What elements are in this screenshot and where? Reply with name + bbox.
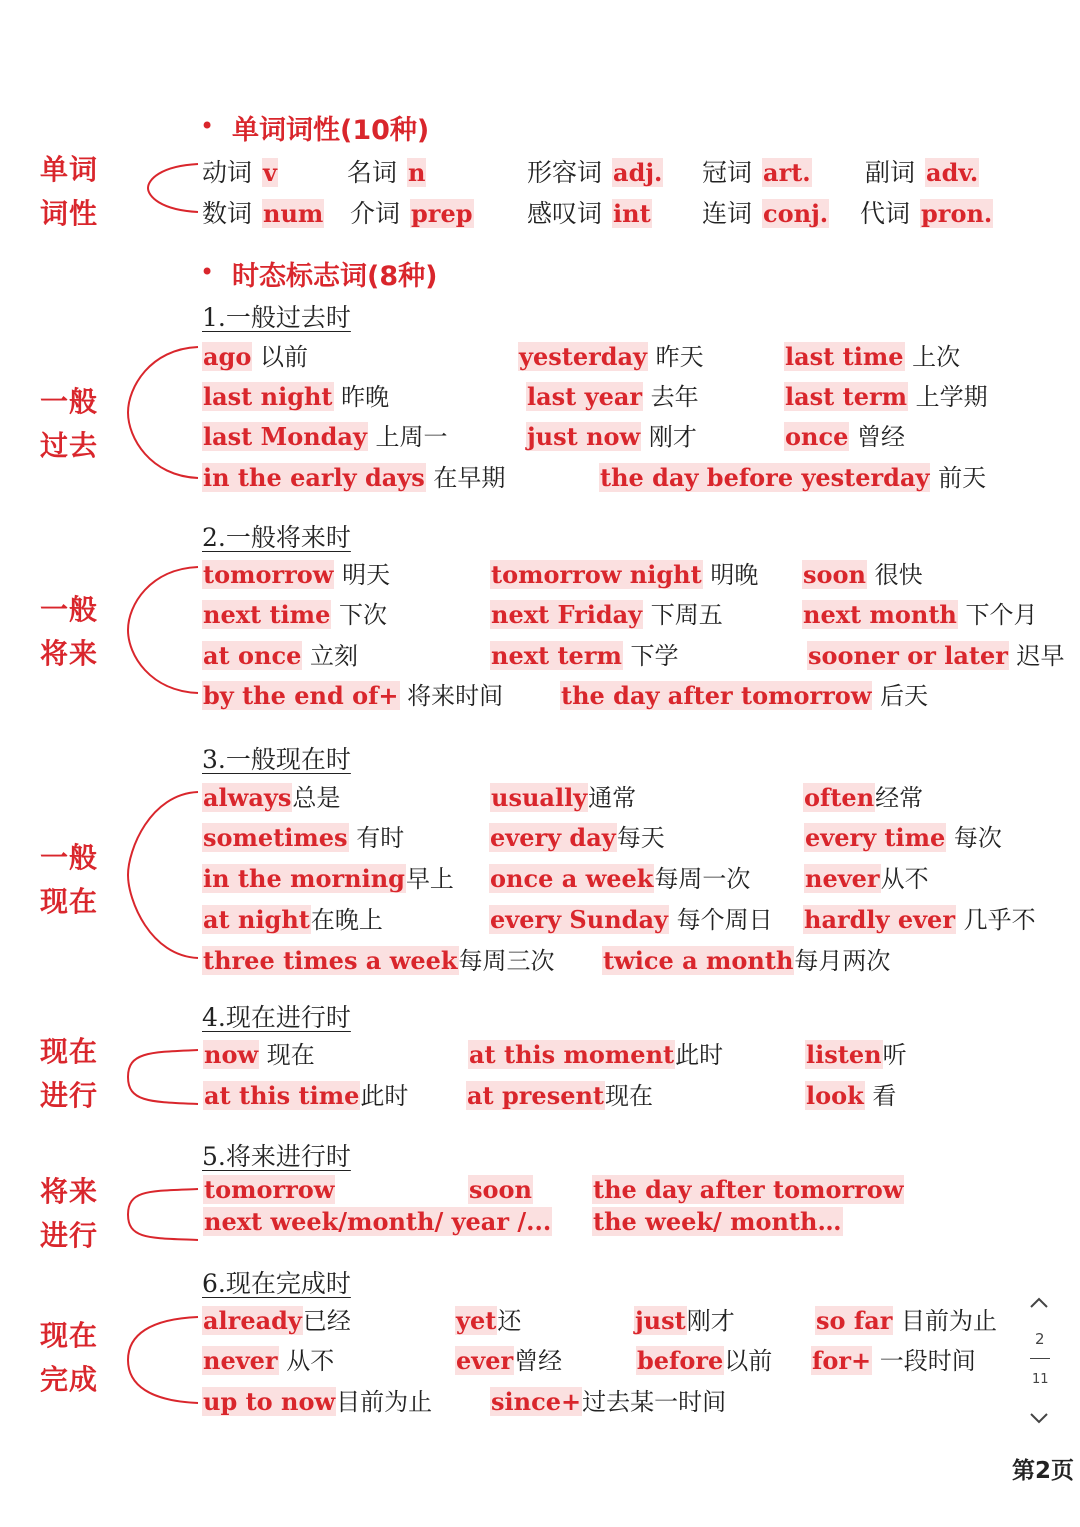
marker-word-zh: 从不 xyxy=(880,865,929,893)
marker-word xyxy=(804,864,929,894)
marker-word-en: just xyxy=(635,1306,686,1335)
marker-word xyxy=(202,600,387,630)
marker-word xyxy=(602,946,890,976)
marker-word-zh: 此时 xyxy=(360,1082,409,1110)
pos-item xyxy=(347,153,426,189)
marker-word-en: last term xyxy=(785,382,908,411)
marker-word-en: yesterday xyxy=(519,342,648,371)
marker-word-en: at this time xyxy=(204,1081,360,1110)
marker-word-en: at present xyxy=(467,1081,605,1110)
marker-word xyxy=(599,463,986,493)
marker-word xyxy=(784,382,988,412)
marker-word xyxy=(203,1081,408,1111)
marker-word xyxy=(202,905,383,935)
marker-word-zh: 后天 xyxy=(872,682,929,710)
marker-word xyxy=(784,342,960,372)
side-label-line: 进行 xyxy=(40,1079,99,1112)
marker-word-en: usually xyxy=(491,783,588,812)
pos-name: 形容词 xyxy=(527,158,603,187)
marker-word-en: soon xyxy=(469,1175,532,1204)
pos-name: 感叹词 xyxy=(527,199,603,228)
marker-word xyxy=(202,823,404,853)
marker-word xyxy=(202,864,454,894)
pos-item xyxy=(202,153,278,189)
marker-word-zh: 已经 xyxy=(302,1307,351,1335)
pos-item xyxy=(860,194,993,230)
marker-word-en: look xyxy=(806,1081,864,1110)
marker-word-en: last year xyxy=(527,382,643,411)
marker-word-zh: 立刻 xyxy=(302,642,358,670)
marker-word-zh: 将来时间 xyxy=(399,682,504,710)
marker-word-zh: 在早期 xyxy=(425,464,506,492)
marker-word xyxy=(455,1306,521,1336)
side-label-line: 现在 xyxy=(40,885,99,918)
pos-name: 名词 xyxy=(347,158,398,187)
marker-word-en: once a week xyxy=(490,864,654,893)
marker-word xyxy=(490,600,723,630)
marker-word xyxy=(803,783,923,813)
marker-word-zh: 每个周日 xyxy=(668,906,773,934)
marker-word-en: once xyxy=(785,422,849,451)
marker-word-zh: 昨晚 xyxy=(333,383,390,411)
marker-word xyxy=(468,1040,723,1070)
marker-word xyxy=(802,600,1038,630)
marker-word-en: yet xyxy=(456,1306,497,1335)
side-label-line: 现在 xyxy=(40,1319,99,1352)
marker-word xyxy=(202,342,308,372)
section-side-label xyxy=(40,588,98,676)
marker-word xyxy=(636,1346,772,1376)
marker-word-en: the day before yesterday xyxy=(600,463,930,492)
marker-word-en: listen xyxy=(806,1040,882,1069)
pos-item xyxy=(702,153,812,189)
marker-word-en: ago xyxy=(203,342,252,371)
pos-abbr: adv. xyxy=(926,158,979,187)
marker-word-zh: 上学期 xyxy=(908,383,988,411)
pos-abbr: pron. xyxy=(921,199,993,228)
marker-word-en: sometimes xyxy=(203,823,348,852)
marker-word xyxy=(526,382,699,412)
marker-word xyxy=(490,641,679,671)
marker-word-en: the week/ month… xyxy=(593,1207,842,1236)
marker-word-en: up to now xyxy=(203,1387,336,1416)
marker-word xyxy=(804,823,1002,853)
section-title: 3.一般现在时 xyxy=(202,745,351,774)
marker-word xyxy=(203,1040,315,1070)
tense-heading: 时态标志词(8种) xyxy=(232,261,438,292)
marker-word-zh: 还 xyxy=(497,1307,522,1335)
marker-word xyxy=(202,463,505,493)
pos-abbr: int xyxy=(613,199,651,228)
marker-word xyxy=(784,422,905,452)
marker-word-en: three times a week xyxy=(203,946,458,975)
marker-word xyxy=(202,1346,334,1376)
marker-word-zh: 每次 xyxy=(946,824,1002,852)
pos-item xyxy=(702,194,829,230)
section-side-label xyxy=(40,836,98,924)
marker-word-zh: 下个月 xyxy=(957,601,1038,629)
marker-word-zh: 有时 xyxy=(348,824,405,852)
bullet-icon: • xyxy=(200,112,215,140)
marker-word-zh: 过去某一时间 xyxy=(582,1388,727,1416)
marker-word xyxy=(202,560,390,590)
marker-word-zh: 每月两次 xyxy=(794,947,891,975)
marker-word-zh: 上周一 xyxy=(367,423,448,451)
side-label-line: 单词 xyxy=(40,153,99,186)
marker-word xyxy=(489,864,750,894)
brace-icon xyxy=(120,1187,200,1242)
marker-word-en: every time xyxy=(805,823,946,852)
section-side-label xyxy=(40,380,98,468)
marker-word-zh: 曾经 xyxy=(514,1347,563,1375)
marker-word-en: next month xyxy=(803,600,957,629)
page-up-button[interactable] xyxy=(1028,1290,1050,1315)
marker-word-en: ever xyxy=(456,1346,514,1375)
marker-word-en: tomorrow xyxy=(204,1175,335,1204)
pos-heading: 单词词性(10种) xyxy=(232,115,430,146)
brace-icon xyxy=(120,345,200,480)
page-label: 第2页 xyxy=(1012,1458,1075,1484)
pos-abbr: prep xyxy=(411,199,473,228)
marker-word-zh: 目前为止 xyxy=(336,1388,433,1416)
marker-word-zh: 每周一次 xyxy=(654,865,751,893)
marker-word-en: every day xyxy=(490,823,616,852)
pos-item xyxy=(527,153,663,189)
marker-word-zh: 目前为止 xyxy=(893,1307,998,1335)
marker-word-en: next time xyxy=(203,600,331,629)
pos-item xyxy=(527,194,652,230)
marker-word-en: never xyxy=(203,1346,278,1375)
bullet-icon: • xyxy=(200,258,215,286)
marker-word-zh: 每周三次 xyxy=(458,947,555,975)
marker-word xyxy=(202,1387,432,1417)
marker-word-en: the day after tomorrow xyxy=(561,681,872,710)
marker-word-zh: 几乎不 xyxy=(955,906,1036,934)
pos-side-label xyxy=(40,148,98,236)
side-label-line: 过去 xyxy=(40,429,99,462)
brace-icon xyxy=(120,790,200,960)
marker-word-en: by the end of+ xyxy=(203,681,399,710)
marker-word-zh: 看 xyxy=(864,1082,897,1110)
marker-word-zh: 早上 xyxy=(405,865,454,893)
section-title: 6.现在完成时 xyxy=(202,1269,351,1298)
marker-word-en: last night xyxy=(203,382,333,411)
marker-word-zh: 此时 xyxy=(675,1041,724,1069)
marker-word-zh: 经常 xyxy=(875,784,924,812)
section-side-label xyxy=(40,1314,98,1402)
section-side-label xyxy=(40,1030,98,1118)
marker-word-zh: 总是 xyxy=(292,784,341,812)
pos-abbr: v xyxy=(263,158,277,187)
marker-word-en: at once xyxy=(203,641,302,670)
marker-word xyxy=(490,783,636,813)
marker-word-en: tomorrow night xyxy=(491,560,702,589)
marker-word xyxy=(592,1207,843,1237)
section-title: 2.一般将来时 xyxy=(202,523,351,552)
marker-word xyxy=(202,382,389,412)
marker-word xyxy=(811,1346,976,1376)
marker-word-zh: 曾经 xyxy=(849,423,905,451)
marker-word-en: hardly ever xyxy=(804,905,955,934)
marker-word-zh: 以前 xyxy=(724,1347,773,1375)
pos-name: 动词 xyxy=(202,158,253,187)
marker-word-zh: 以前 xyxy=(252,343,308,371)
current-page: 2 xyxy=(1035,1330,1045,1348)
marker-word xyxy=(634,1306,735,1336)
marker-word xyxy=(803,905,1036,935)
marker-word xyxy=(202,681,503,711)
marker-word xyxy=(202,946,555,976)
marker-word xyxy=(526,422,697,452)
brace-icon xyxy=(120,565,200,695)
marker-word-en: now xyxy=(204,1040,259,1069)
marker-word xyxy=(815,1306,997,1336)
marker-word-zh: 明天 xyxy=(334,561,391,589)
marker-word xyxy=(468,1175,533,1205)
marker-word-zh: 下次 xyxy=(331,601,387,629)
marker-word xyxy=(203,1175,335,1205)
marker-word-en: last Monday xyxy=(203,422,367,451)
marker-word-en: twice a month xyxy=(603,946,794,975)
brace-icon xyxy=(140,160,200,216)
marker-word-zh: 迟早 xyxy=(1008,642,1065,670)
marker-word xyxy=(807,641,1065,671)
side-label-line: 一般 xyxy=(40,841,99,874)
marker-word xyxy=(805,1040,907,1070)
side-label-line: 进行 xyxy=(40,1219,99,1252)
brace-icon xyxy=(120,1315,200,1405)
marker-word-zh: 下学 xyxy=(622,642,679,670)
marker-word-zh: 很快 xyxy=(866,561,923,589)
marker-word xyxy=(466,1081,653,1111)
total-pages: 11 xyxy=(1032,1372,1049,1387)
marker-word xyxy=(592,1175,904,1205)
marker-word-en: before xyxy=(637,1346,724,1375)
marker-word-zh: 听 xyxy=(882,1041,907,1069)
marker-word xyxy=(802,560,923,590)
pos-abbr: adj. xyxy=(613,158,663,187)
marker-word-zh: 前天 xyxy=(930,464,987,492)
pos-abbr: num xyxy=(263,199,324,228)
section-title: 4.现在进行时 xyxy=(202,1003,351,1032)
marker-word-zh: 现在 xyxy=(259,1041,315,1069)
marker-word-en: at this moment xyxy=(469,1040,675,1069)
marker-word-zh: 上次 xyxy=(904,343,961,371)
marker-word-en: so far xyxy=(816,1306,893,1335)
marker-word xyxy=(490,1387,726,1417)
marker-word-zh: 在晚上 xyxy=(310,906,383,934)
marker-word-en: soon xyxy=(803,560,866,589)
marker-word-en: last time xyxy=(785,342,904,371)
pos-name: 连词 xyxy=(702,199,753,228)
marker-word-zh: 一段时间 xyxy=(872,1347,976,1375)
marker-word-zh: 下周五 xyxy=(643,601,723,629)
pos-name: 副词 xyxy=(865,158,916,187)
marker-word-zh: 刚才 xyxy=(641,423,697,451)
marker-word xyxy=(518,342,704,372)
chevron-down-icon xyxy=(1028,1411,1050,1425)
marker-word-en: since+ xyxy=(491,1387,582,1416)
marker-word-en: in the early days xyxy=(203,463,425,492)
marker-word-en: just now xyxy=(527,422,641,451)
section-side-label xyxy=(40,1170,98,1258)
marker-word-en: next week/month/ year /... xyxy=(204,1207,552,1236)
marker-word xyxy=(202,641,358,671)
marker-word-zh: 通常 xyxy=(588,784,637,812)
pos-abbr: conj. xyxy=(763,199,829,228)
marker-word xyxy=(455,1346,562,1376)
side-label-line: 将来 xyxy=(40,1175,99,1208)
marker-word xyxy=(489,823,665,853)
marker-word-en: never xyxy=(805,864,880,893)
marker-word xyxy=(202,1306,351,1336)
side-label-line: 一般 xyxy=(40,385,99,418)
marker-word-en: tomorrow xyxy=(203,560,334,589)
section-title: 1.一般过去时 xyxy=(202,303,351,332)
marker-word-zh: 现在 xyxy=(605,1082,654,1110)
marker-word-en: already xyxy=(203,1306,302,1335)
marker-word-zh: 明晚 xyxy=(702,561,759,589)
marker-word xyxy=(489,905,773,935)
pos-name: 代词 xyxy=(860,199,911,228)
brace-icon xyxy=(120,1048,200,1106)
page-divider xyxy=(1030,1358,1050,1359)
marker-word-en: next Friday xyxy=(491,600,643,629)
marker-word-en: every Sunday xyxy=(490,905,668,934)
pos-item xyxy=(865,153,979,189)
pos-abbr: n xyxy=(408,158,426,187)
marker-word-en: in the morning xyxy=(203,864,405,893)
side-label-line: 一般 xyxy=(40,593,99,626)
pos-name: 介词 xyxy=(350,199,401,228)
chevron-up-icon xyxy=(1028,1295,1050,1309)
marker-word-en: often xyxy=(804,783,875,812)
marker-word-zh: 刚才 xyxy=(686,1307,735,1335)
marker-word xyxy=(490,560,758,590)
marker-word xyxy=(203,1207,552,1237)
side-label-line: 完成 xyxy=(40,1363,99,1396)
marker-word-zh: 昨天 xyxy=(648,343,704,371)
marker-word-en: next term xyxy=(491,641,622,670)
marker-word-en: for+ xyxy=(812,1346,872,1375)
pos-abbr: art. xyxy=(763,158,811,187)
side-label-line: 现在 xyxy=(40,1035,99,1068)
pos-name: 冠词 xyxy=(702,158,753,187)
marker-word-zh: 每天 xyxy=(616,824,665,852)
marker-word-en: at night xyxy=(203,905,310,934)
marker-word xyxy=(560,681,928,711)
marker-word-en: sooner or later xyxy=(808,641,1008,670)
marker-word xyxy=(202,422,448,452)
section-title: 5.将来进行时 xyxy=(202,1142,351,1171)
marker-word-zh: 从不 xyxy=(278,1347,335,1375)
marker-word-en: always xyxy=(203,783,292,812)
pos-name: 数词 xyxy=(202,199,253,228)
side-label-line: 将来 xyxy=(40,637,99,670)
marker-word-en: the day after tomorrow xyxy=(593,1175,904,1204)
marker-word xyxy=(202,783,340,813)
marker-word-zh: 去年 xyxy=(643,383,699,411)
page-down-button[interactable] xyxy=(1028,1410,1050,1429)
pos-item xyxy=(202,194,324,230)
side-label-line: 词性 xyxy=(40,197,99,230)
pos-item xyxy=(350,194,474,230)
marker-word xyxy=(805,1081,896,1111)
